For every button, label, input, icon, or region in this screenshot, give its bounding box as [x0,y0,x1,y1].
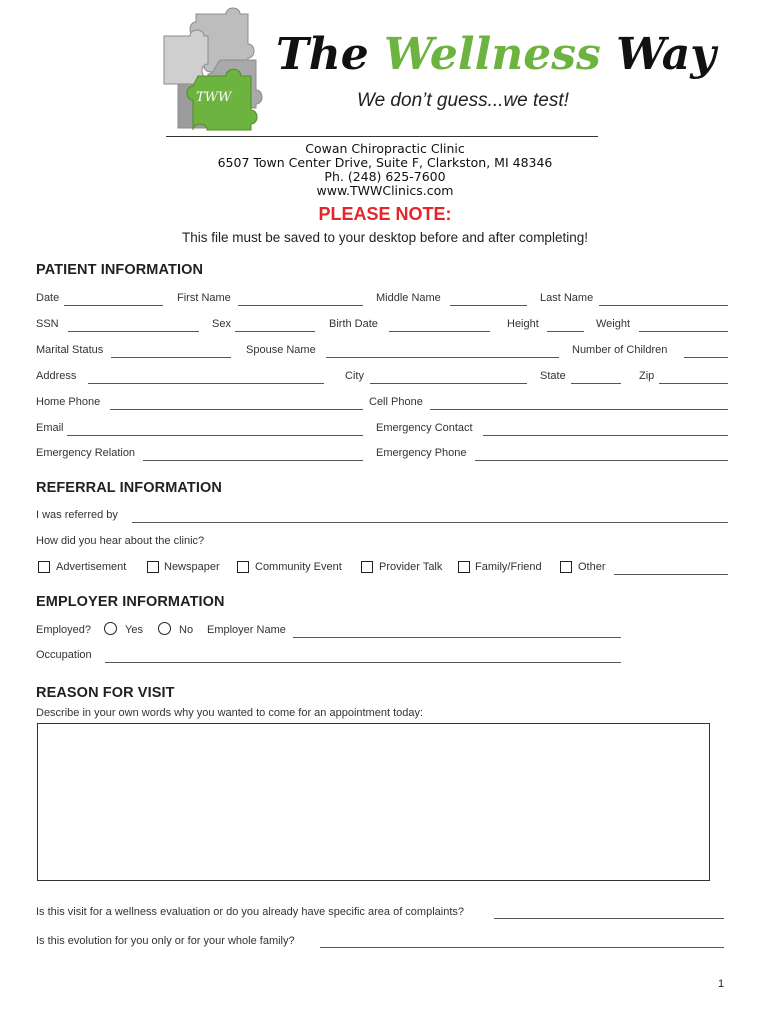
family-question-field[interactable] [320,947,724,948]
weight-field[interactable] [639,331,728,332]
emergency-contact-field[interactable] [483,435,728,436]
advertisement-checkbox[interactable] [38,561,50,573]
referred-by-label: I was referred by [36,509,118,521]
patient-info-heading: PATIENT INFORMATION [36,262,204,278]
referral-info-heading: REFERRAL INFORMATION [36,480,222,496]
home-phone-label: Home Phone [36,396,101,408]
middle-name-field[interactable] [450,305,527,306]
brand-title [276,30,716,80]
family-friend-label: Family/Friend [475,561,542,573]
last-name-field[interactable] [599,305,728,306]
other-checkbox[interactable] [560,561,572,573]
occupation-label: Occupation [36,649,92,661]
note-text: This file must be saved to your desktop before and after completing! [182,230,588,245]
reason-heading: REASON FOR VISIT [36,685,175,701]
tagline: We don’t guess...we test! [357,90,569,111]
date-label: Date [36,292,60,304]
provider-talk-label: Provider Talk [379,561,443,573]
employer-info-heading: EMPLOYER INFORMATION [36,594,225,610]
note-title: PLEASE NOTE: [318,204,452,224]
family-friend-checkbox[interactable] [458,561,470,573]
clinic-name: Cowan Chiropractic Clinic [305,141,465,156]
emergency-relation-label: Emergency Relation [36,447,136,459]
emergency-relation-field[interactable] [143,460,363,461]
home-phone-field[interactable] [110,409,363,410]
email-label: Email [36,422,64,434]
employed-no-label: No [179,624,194,636]
employed-label: Employed? [36,624,92,636]
cell-phone-label: Cell Phone [369,396,423,408]
clinic-phone: Ph. (248) 625-7600 [324,169,446,184]
employed-yes-radio[interactable] [104,622,117,635]
how-heard-label: How did you hear about the clinic? [36,535,205,547]
children-field[interactable] [684,357,728,358]
first-name-field[interactable] [238,305,363,306]
height-label: Height [507,318,539,330]
zip-field[interactable] [659,383,728,384]
brand-wellness: Wellness [384,29,601,80]
birth-date-field[interactable] [389,331,490,332]
community-event-checkbox[interactable] [237,561,249,573]
children-label: Number of Children [572,344,668,356]
emergency-phone-field[interactable] [475,460,728,461]
state-field[interactable] [571,383,621,384]
city-label: City [345,370,364,382]
address-field[interactable] [88,383,324,384]
puzzle-logo-icon [156,6,276,134]
ssn-field[interactable] [68,331,199,332]
state-label: State [540,370,566,382]
employed-yes-label: Yes [125,624,143,636]
address-label: Address [36,370,77,382]
sex-label: Sex [212,318,231,330]
describe-label: Describe in your own words why you wanted to come for an appointment today: [36,707,424,719]
zip-label: Zip [639,370,655,382]
logo-mark-text: TWW [196,90,232,105]
last-name-label: Last Name [540,292,594,304]
height-field[interactable] [547,331,584,332]
newspaper-label: Newspaper [164,561,220,573]
ssn-label: SSN [36,318,59,330]
brand-the: The [276,29,385,80]
clinic-website: www.TWWClinics.com [316,183,454,198]
first-name-label: First Name [177,292,231,304]
email-field[interactable] [67,435,363,436]
other-label: Other [578,561,606,573]
cell-phone-field[interactable] [430,409,728,410]
city-field[interactable] [370,383,527,384]
header-divider [166,136,598,137]
other-field[interactable] [614,574,728,575]
date-field[interactable] [64,305,163,306]
employer-name-label: Employer Name [207,624,286,636]
employed-no-radio[interactable] [158,622,171,635]
page-number: 1 [718,978,725,990]
community-event-label: Community Event [255,561,342,573]
clinic-address: 6507 Town Center Drive, Suite F, Clarkston, MI 48346 [217,155,553,170]
wellness-question-label: Is this visit for a wellness evaluation or do you already have specific area of complaints? [36,906,464,918]
newspaper-checkbox[interactable] [147,561,159,573]
reason-textarea[interactable] [37,723,710,881]
advertisement-label: Advertisement [56,561,127,573]
family-question-label: Is this evolution for you only or for your whole family? [36,935,295,947]
provider-talk-checkbox[interactable] [361,561,373,573]
spouse-name-label: Spouse Name [246,344,316,356]
birth-date-label: Birth Date [329,318,378,330]
employer-name-field[interactable] [293,637,621,638]
emergency-contact-label: Emergency Contact [376,422,473,434]
emergency-phone-label: Emergency Phone [376,447,467,459]
spouse-name-field[interactable] [326,357,559,358]
referred-by-field[interactable] [132,522,728,523]
middle-name-label: Middle Name [376,292,441,304]
marital-status-field[interactable] [111,357,231,358]
weight-label: Weight [596,318,631,330]
sex-field[interactable] [235,331,315,332]
brand-way: Way [600,29,716,80]
marital-status-label: Marital Status [36,344,104,356]
wellness-question-field[interactable] [494,918,724,919]
occupation-field[interactable] [105,662,621,663]
